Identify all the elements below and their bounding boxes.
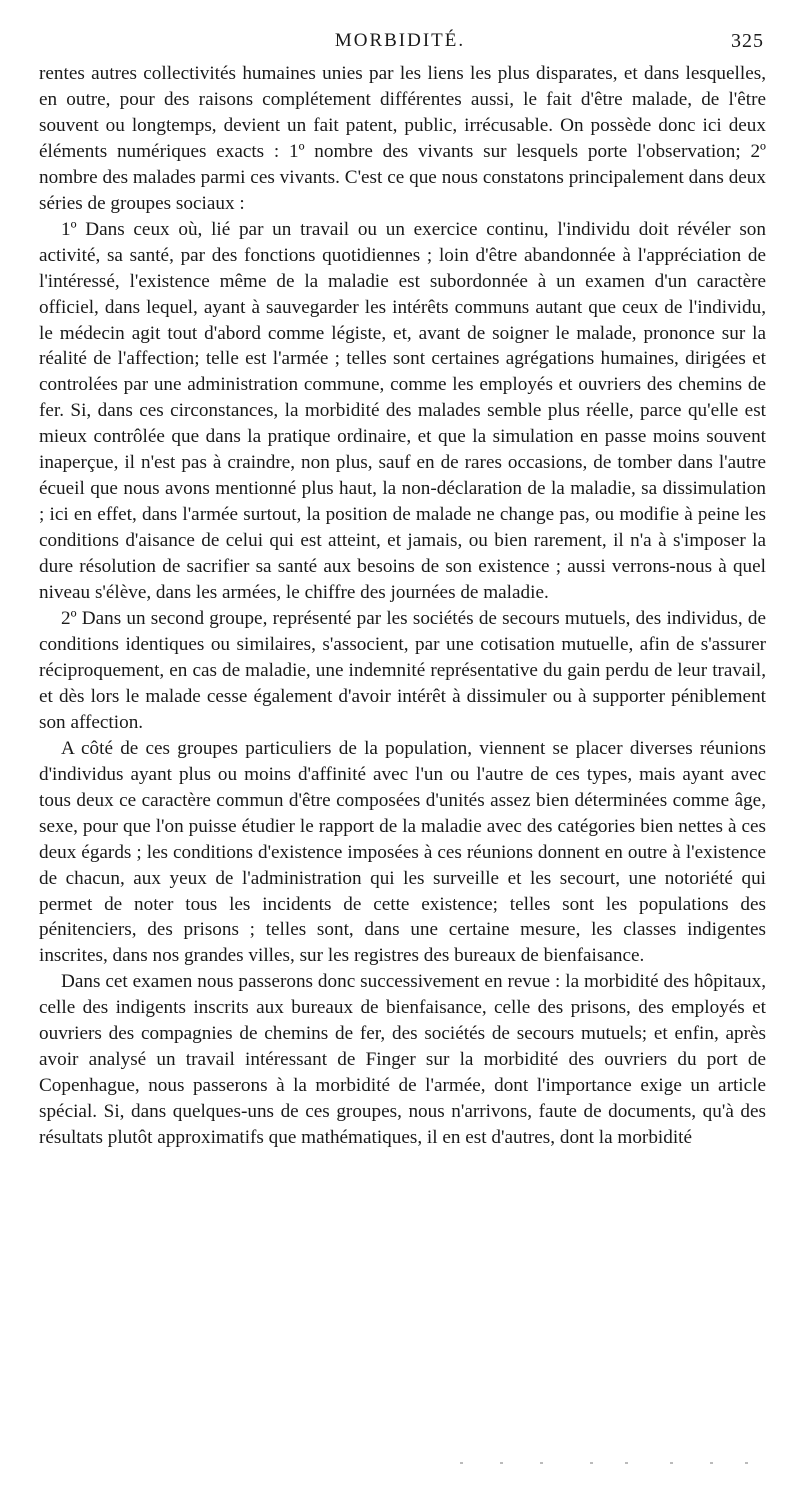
paragraph-continuation: rentes autres collectivités humaines unies par les liens les plus disparates, et dans lesquelles, en outre, pour des raisons complétement différentes aussi, le fait d'être malade, de l'être souvent ou longtemps, devient un fait patent, public, irrécusable. On possède donc ici deux éléments numériques exacts : 1º nombre des vivants sur lesquels porte l'observation; 2º nombre des malades parmi ces vivants. C'est ce que nous constatons principalement dans deux séries de groupes sociaux : <box>39 63 766 214</box>
paragraph-first-group: 1º Dans ceux où, lié par un travail ou un exercice continu, l'individu doit révéler son activité, sa santé, par des fonctions quotidiennes ; loin d'être abandonnée à l'appréciation de l'intéressé, l'existence même de la maladie est subordonnée à un examen d'un caractère officiel, dans lequel, ayant à sauvegarder les intérêts communs autant que ceux de l'individu, le médecin agit tout d'abord comme légiste, et, avant de soigner le malade, prononce sur la réalité de l'affection; telle est l'armée ; telles sont certaines agrégations humaines, dirigées et controlées par une administration commune, comme les employés et ouvriers des chemins de fer. Si, dans ces circonstances, la morbidité des malades semble plus réelle, parce qu'elle est mieux contrôlée que dans la pratique ordinaire, et que la simulation en passe moins souvent inaperçue, il n'est pas à craindre, non plus, sauf en de rares occasions, de tomber dans l'autre écueil que nous avons mentionné plus haut, la non-déclaration de la maladie, sa dissimulation ; ici en effet, dans l'armée surtout, la position de malade ne change pas, ou modifie à peine les conditions d'aisance de celui qui est atteint, et jamais, ou bien rarement, il n'a à s'imposer la dure résolution de sacrifier sa santé aux besoins de son existence ; aussi verrons-nous à quel niveau s'élève, dans les armées, le chiffre des journées de maladie. <box>39 218 766 604</box>
paragraph-examination-plan: Dans cet examen nous passerons donc successivement en revue : la morbidité des hôpitaux, celle des indigents inscrits aux bureaux de bienfaisance, celle des prisons, des employés et ouvriers des compagnies de chemins de fer, des sociétés de secours mutuels; et enfin, après avoir analysé un travail intéressant de Finger sur la morbidité des ouvriers du port de Copenhague, nous passerons à la morbidité de l'armée, dont l'importance exige un article spécial. Si, dans quelques-uns de ces groupes, nous n'arrivons, faute de documents, qu'à des résultats plutôt approximatifs que mathématiques, il en est d'autres, dont la morbidité <box>39 971 766 1149</box>
paragraph-other-groups: A côté de ces groupes particuliers de la population, viennent se placer diverses réunions d'individus ayant plus ou moins d'affinité avec l'un ou l'autre de ces types, mais ayant avec tous deux ce caractère commun d'être composées d'unités assez bien déterminées comme âge, sexe, pour que l'on puisse étudier le rapport de la maladie avec des catégories bien nettes à ces deux égards ; les conditions d'existence imposées à ces réunions donnent en outre à l'existence de chacun, aux yeux de l'administration qui les surveille et les secourt, une notoriété qui permet de noter tous les incidents de cette existence; telles sont les populations des pénitenciers, des prisons ; telles sont, dans une certaine mesure, les classes indigentes inscrites, dans nos grandes villes, sur les registres des bureaux de bienfaisance. <box>39 737 766 967</box>
running-title: MORBIDITÉ. <box>334 30 466 51</box>
print-specks <box>440 1462 760 1466</box>
page-number: 325 <box>731 30 764 52</box>
paragraph-second-group: 2º Dans un second groupe, représenté par les sociétés de secours mutuels, des individus, de conditions identiques ou similaires, s'associent, par une cotisation mutuelle, afin de s'assurer réciproquement, en cas de maladie, une indemnité représentative du gain perdu de leur travail, et dès lors le malade cesse également d'avoir intérêt à dissimuler ou à supporter péniblement son affection. <box>39 608 766 733</box>
running-head <box>0 30 800 54</box>
body-text <box>39 61 766 1151</box>
